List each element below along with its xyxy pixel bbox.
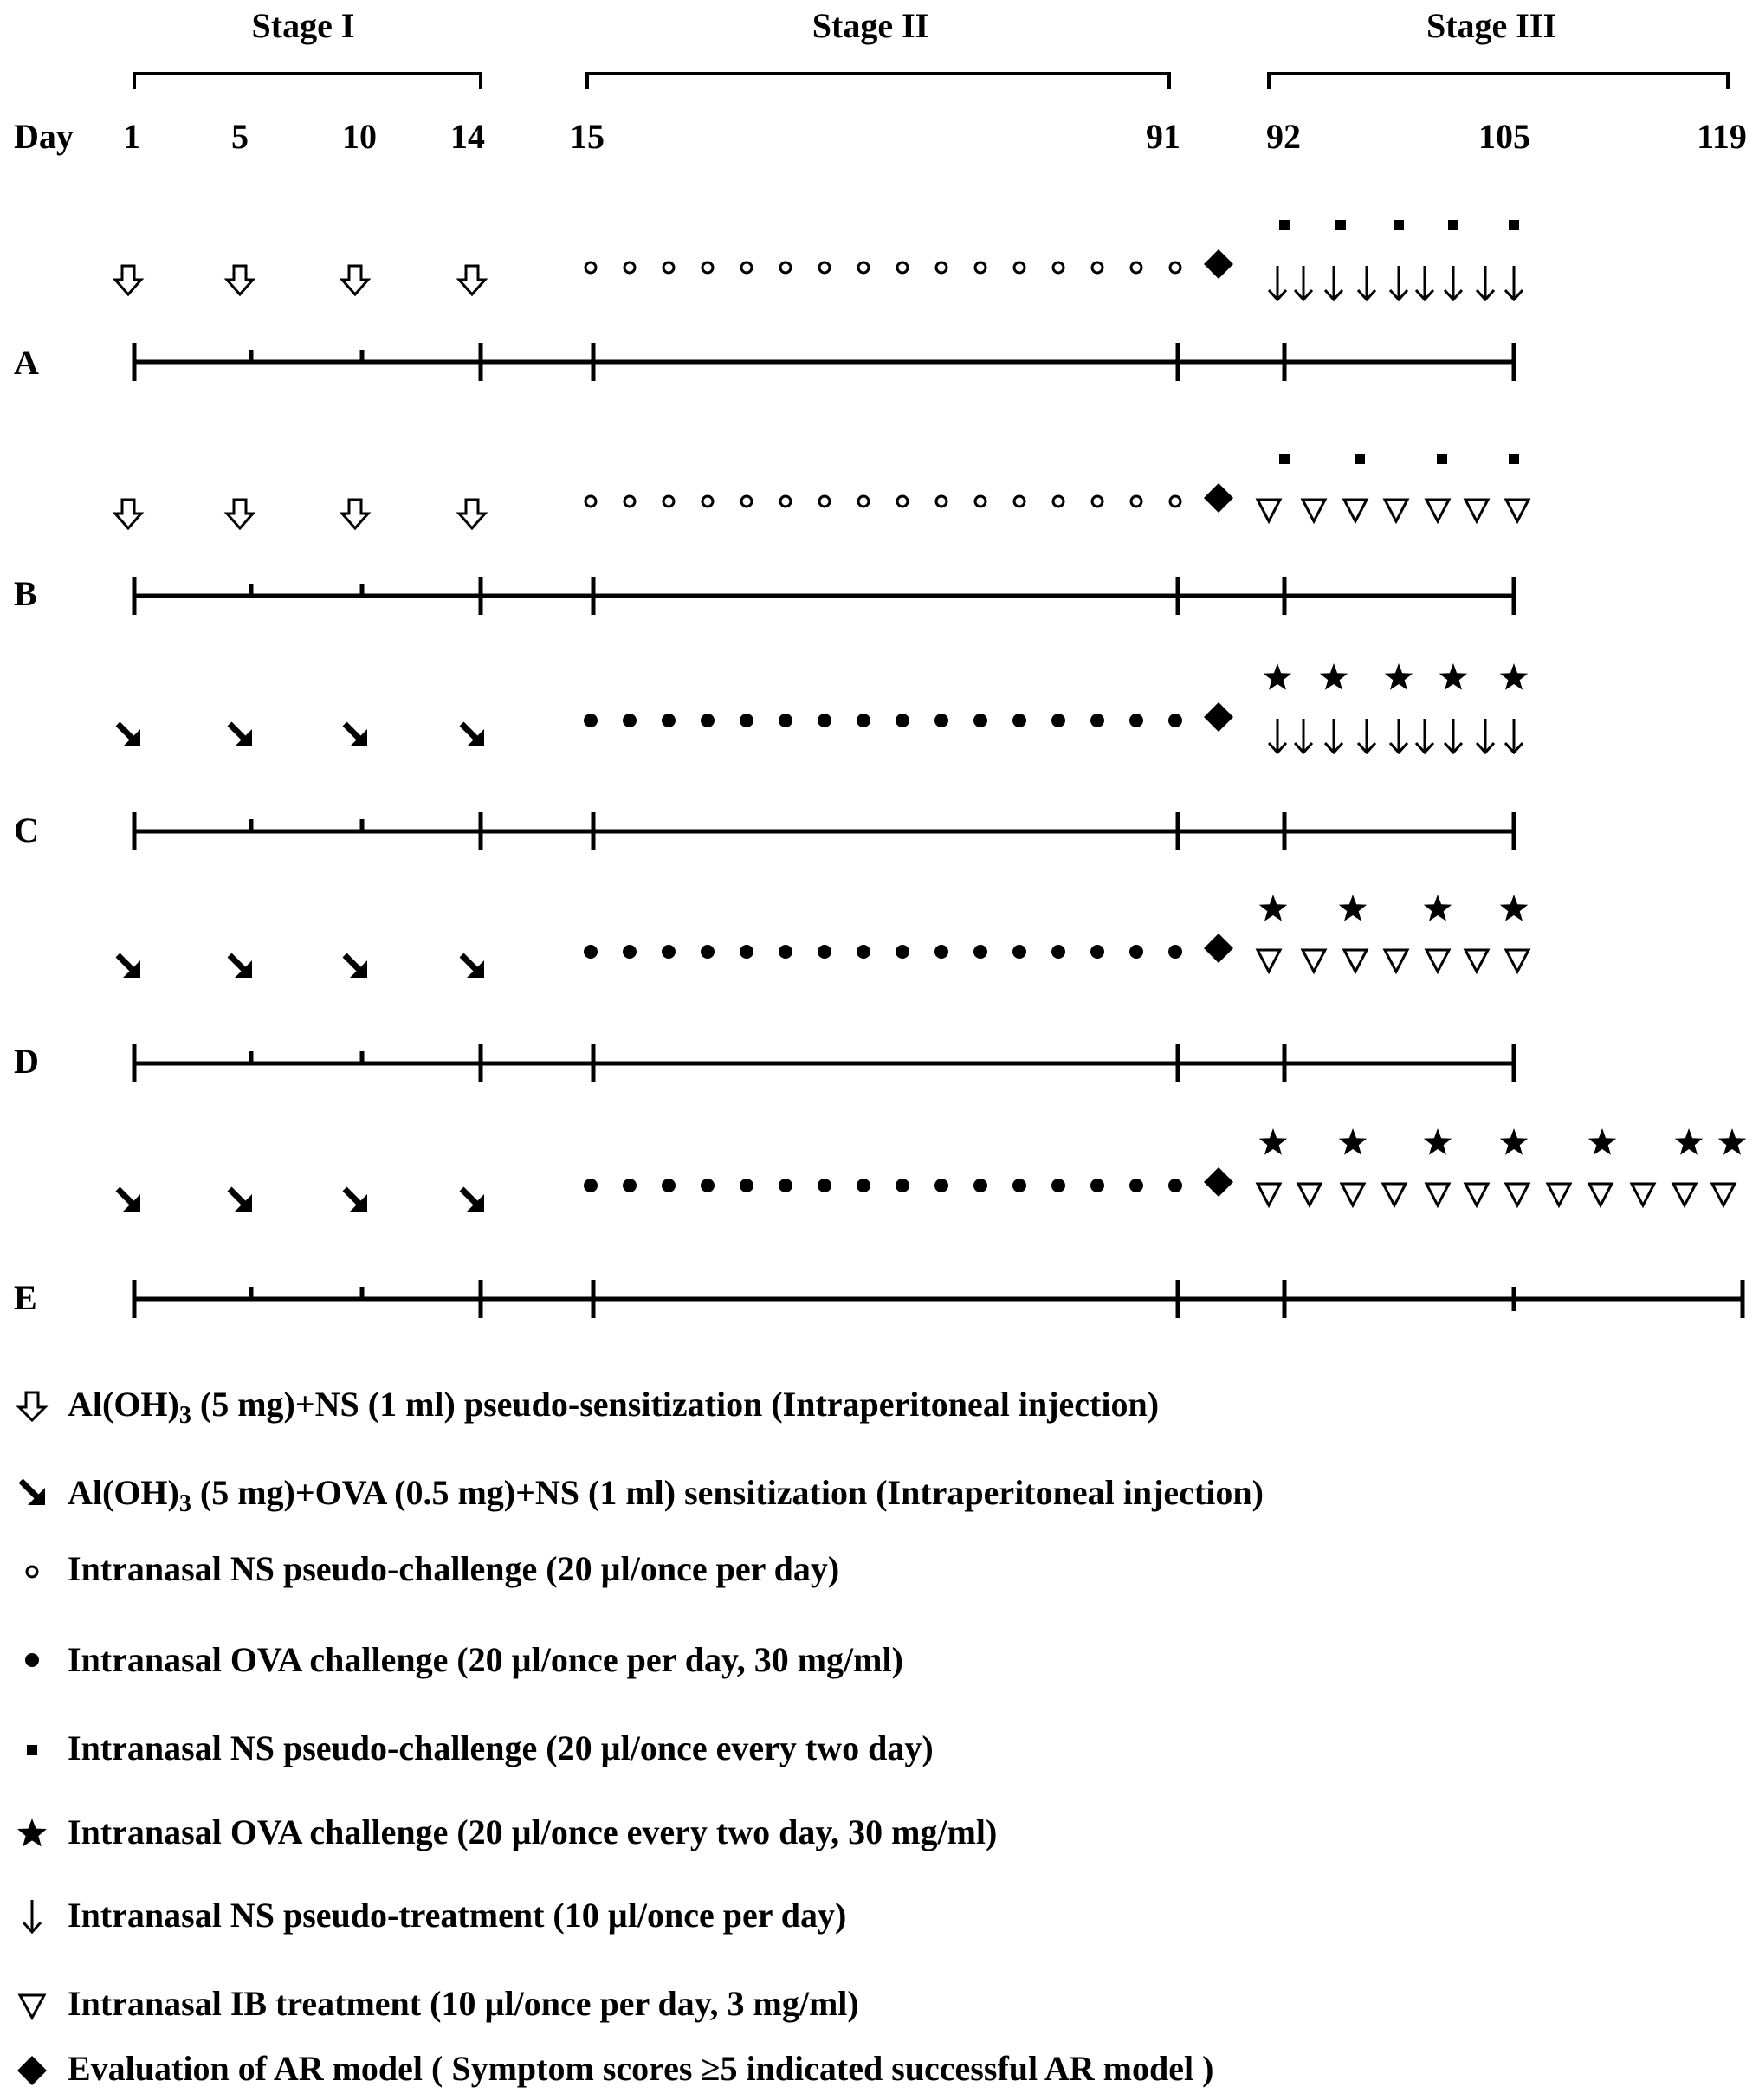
filled-circle-icon <box>1129 1179 1143 1192</box>
filled-circle-icon <box>1012 1179 1026 1192</box>
filled-circle-icon <box>1090 945 1104 959</box>
open-circle-icon <box>1053 262 1064 273</box>
open-circle-icon <box>1170 262 1180 273</box>
open-triangle-icon <box>1303 950 1325 972</box>
legend-item: Intranasal NS pseudo-treatment (10 µl/once per day) <box>68 1896 847 1935</box>
filled-circle-icon <box>701 714 715 727</box>
filled-circle-icon <box>818 714 831 727</box>
open-circle-icon <box>741 496 752 507</box>
open-triangle-icon <box>1632 1184 1654 1205</box>
filled-circle-icon <box>896 1179 909 1192</box>
open-triangle-icon <box>1426 500 1449 521</box>
filled-circle-icon <box>1012 945 1026 959</box>
open-circle-icon <box>663 496 674 507</box>
diamond-icon <box>1204 702 1233 732</box>
hollow-down-arrow-icon <box>459 266 485 294</box>
stage-1-label: Stage I <box>251 6 355 45</box>
filled-circle-icon <box>584 945 598 959</box>
group-label-c: C <box>14 811 39 850</box>
open-triangle-icon <box>1258 500 1280 521</box>
filled-circle-icon <box>1129 945 1143 959</box>
filled-circle-icon <box>662 945 676 959</box>
day-tick: 5 <box>231 117 249 156</box>
hollow-down-arrow-icon <box>10 1384 54 1427</box>
day-tick: 10 <box>342 117 377 156</box>
filled-circle-icon <box>1129 714 1143 727</box>
filled-circle-icon <box>896 714 909 727</box>
filled-circle-icon <box>857 1179 870 1192</box>
filled-circle-icon <box>934 945 948 959</box>
filled-circle-icon <box>1168 714 1182 727</box>
filled-circle-icon <box>779 1179 792 1192</box>
day-tick: 119 <box>1697 117 1747 156</box>
open-circle-icon <box>1170 496 1180 507</box>
open-circle-icon <box>585 496 596 507</box>
filled-circle-icon <box>740 1179 753 1192</box>
filled-circle-icon <box>896 945 909 959</box>
open-triangle-icon <box>1303 500 1325 521</box>
open-triangle-icon <box>1712 1184 1735 1205</box>
filled-circle-icon <box>818 1179 831 1192</box>
filled-circle-icon <box>1051 945 1065 959</box>
star-icon <box>1259 1128 1287 1155</box>
legend-item: Intranasal NS pseudo-challenge (20 µl/once per day) <box>68 1549 840 1588</box>
open-triangle-icon <box>1344 950 1367 972</box>
legend-item: Intranasal NS pseudo-challenge (20 µl/once every two day) <box>68 1728 934 1767</box>
star-icon <box>1675 1128 1703 1155</box>
open-circle-icon <box>624 262 635 273</box>
filled-circle-icon <box>779 945 792 959</box>
filled-circle-icon <box>973 945 987 959</box>
small-square-icon <box>1448 220 1458 230</box>
open-triangle-icon <box>1465 500 1488 521</box>
day-tick: 92 <box>1266 117 1301 156</box>
day-axis-label: Day <box>14 117 74 156</box>
stage-bracket <box>587 74 1169 89</box>
open-circle-icon <box>819 496 830 507</box>
open-triangle-icon <box>1589 1184 1612 1205</box>
open-circle-icon <box>702 262 713 273</box>
open-circle-icon <box>897 496 908 507</box>
star-icon <box>1385 663 1413 690</box>
hollow-down-arrow-icon <box>115 500 141 528</box>
filled-circle-icon <box>1168 945 1182 959</box>
open-circle-icon <box>1053 496 1064 507</box>
star-icon <box>1424 895 1452 921</box>
small-square-icon <box>1437 454 1447 464</box>
star-icon <box>1439 663 1467 690</box>
open-circle-icon <box>858 262 869 273</box>
filled-circle-icon <box>1090 714 1104 727</box>
filled-circle-icon <box>779 714 792 727</box>
hollow-down-arrow-icon <box>342 266 368 294</box>
open-triangle-icon <box>1426 1184 1449 1205</box>
filled-circle-icon <box>740 714 753 727</box>
open-circle-icon <box>741 262 752 273</box>
filled-circle-icon <box>1090 1179 1104 1192</box>
legend-item: Intranasal OVA challenge (20 µl/once per day, 30 mg/ml) <box>68 1640 903 1679</box>
open-triangle-icon <box>1258 1184 1280 1205</box>
filled-circle-icon <box>584 1179 598 1192</box>
day-tick: 91 <box>1146 117 1180 156</box>
hollow-down-arrow-icon <box>115 266 141 294</box>
star-icon <box>1264 663 1291 690</box>
open-triangle-icon <box>1258 950 1280 972</box>
hollow-down-arrow-icon <box>227 500 253 528</box>
small-square-icon <box>1509 454 1519 464</box>
bold-diagonal-arrow-icon <box>10 1472 54 1515</box>
filled-circle-icon <box>662 714 676 727</box>
small-square-icon <box>1335 220 1346 230</box>
filled-circle-icon <box>1051 714 1065 727</box>
star-icon <box>1320 663 1348 690</box>
star-icon <box>10 1812 54 1855</box>
star-icon <box>1500 663 1528 690</box>
open-circle-icon <box>1014 262 1025 273</box>
star-icon <box>1500 895 1528 921</box>
group-label-d: D <box>14 1042 39 1081</box>
star-icon <box>1588 1128 1616 1155</box>
small-square-icon <box>1394 220 1404 230</box>
diamond-icon <box>1204 483 1233 513</box>
stage-bracket <box>1269 74 1728 89</box>
group-label-b: B <box>14 574 37 613</box>
day-tick: 105 <box>1478 117 1530 156</box>
open-triangle-icon <box>1385 950 1407 972</box>
group-label-a: A <box>14 343 39 382</box>
open-triangle-icon <box>1548 1184 1570 1205</box>
open-triangle-icon <box>1506 500 1529 521</box>
open-circle-icon <box>975 262 986 273</box>
filled-circle-icon <box>973 1179 987 1192</box>
diamond-icon <box>1204 934 1233 963</box>
open-circle-icon <box>780 496 791 507</box>
diamond-icon <box>10 2049 54 2092</box>
day-tick: 14 <box>450 117 485 156</box>
day-tick: 15 <box>570 117 605 156</box>
filled-circle-icon <box>623 1179 637 1192</box>
filled-circle-icon <box>934 714 948 727</box>
small-square-icon <box>1509 220 1519 230</box>
filled-circle-icon <box>1168 1179 1182 1192</box>
open-triangle-icon <box>1383 1184 1406 1205</box>
small-square-icon <box>1279 454 1290 464</box>
diamond-icon <box>1204 249 1233 279</box>
legend-item: Evaluation of AR model ( Symptom scores ≥5 indicated successful AR model ) <box>68 2049 1214 2088</box>
open-triangle-icon <box>1673 1184 1696 1205</box>
stage-3-label: Stage III <box>1426 6 1557 45</box>
filled-circle-icon <box>934 1179 948 1192</box>
open-circle-icon <box>897 262 908 273</box>
open-triangle-icon <box>1344 500 1367 521</box>
filled-circle-icon <box>1051 1179 1065 1192</box>
open-triangle-icon <box>1342 1184 1364 1205</box>
small-square-icon <box>1355 454 1365 464</box>
open-triangle-icon <box>1506 950 1529 972</box>
diamond-icon <box>1204 1167 1233 1197</box>
filled-circle-icon <box>584 714 598 727</box>
filled-circle-icon <box>857 714 870 727</box>
small-square-icon <box>10 1728 54 1772</box>
open-triangle-icon <box>1385 500 1407 521</box>
legend-item: $Al(OH)_3$ (5 mg)+OVA (0.5 mg)+NS (1 ml) sensitization (Intraperitoneal injection) <box>68 1473 1264 1517</box>
filled-circle-icon <box>740 945 753 959</box>
open-circle-icon <box>780 262 791 273</box>
filled-circle-icon <box>701 1179 715 1192</box>
filled-circle-icon <box>973 714 987 727</box>
open-triangle-icon <box>1506 1184 1529 1205</box>
open-circle-icon <box>663 262 674 273</box>
open-circle-icon <box>858 496 869 507</box>
open-triangle-icon <box>1465 950 1488 972</box>
star-icon <box>1339 895 1367 921</box>
legend-item: Intranasal OVA challenge (20 µl/once every two day, 30 mg/ml) <box>68 1812 998 1851</box>
open-circle-icon <box>585 262 596 273</box>
star-icon <box>1259 895 1287 921</box>
star-icon <box>1718 1128 1746 1155</box>
group-label-e: E <box>14 1278 37 1317</box>
filled-circle-icon <box>10 1638 54 1682</box>
open-triangle-icon <box>1298 1184 1321 1205</box>
hollow-down-arrow-icon <box>227 266 253 294</box>
small-square-icon <box>1279 220 1290 230</box>
open-circle-icon <box>936 262 947 273</box>
open-circle-icon <box>1014 496 1025 507</box>
star-icon <box>1339 1128 1367 1155</box>
filled-circle-icon <box>623 714 637 727</box>
hollow-down-arrow-icon <box>342 500 368 528</box>
star-icon <box>1424 1128 1452 1155</box>
open-triangle-icon <box>1426 950 1449 972</box>
filled-circle-icon <box>1012 714 1026 727</box>
filled-circle-icon <box>662 1179 676 1192</box>
stage-2-label: Stage II <box>812 6 929 45</box>
filled-circle-icon <box>701 945 715 959</box>
open-circle-icon <box>702 496 713 507</box>
filled-circle-icon <box>857 945 870 959</box>
open-circle-icon <box>1092 262 1103 273</box>
open-circle-icon <box>1131 496 1141 507</box>
open-circle-icon <box>1131 262 1141 273</box>
open-triangle-icon <box>1465 1184 1488 1205</box>
open-circle-icon <box>624 496 635 507</box>
open-circle-icon <box>936 496 947 507</box>
open-circle-icon <box>10 1550 54 1593</box>
legend-item: Intranasal IB treatment (10 µl/once per day, 3 mg/ml) <box>68 1984 859 2023</box>
filled-circle-icon <box>623 945 637 959</box>
open-circle-icon <box>975 496 986 507</box>
star-icon <box>1500 1128 1528 1155</box>
open-triangle-icon <box>10 1985 54 2028</box>
legend-item: $Al(OH)_3$ (5 mg)+NS (1 ml) pseudo-sensitization (Intraperitoneal injection) <box>68 1385 1160 1429</box>
hollow-down-arrow-icon <box>459 500 485 528</box>
thin-down-arrow-icon <box>10 1895 54 1938</box>
day-tick: 1 <box>123 117 140 156</box>
open-circle-icon <box>1092 496 1103 507</box>
stage-bracket <box>134 74 481 89</box>
filled-circle-icon <box>818 945 831 959</box>
open-circle-icon <box>819 262 830 273</box>
